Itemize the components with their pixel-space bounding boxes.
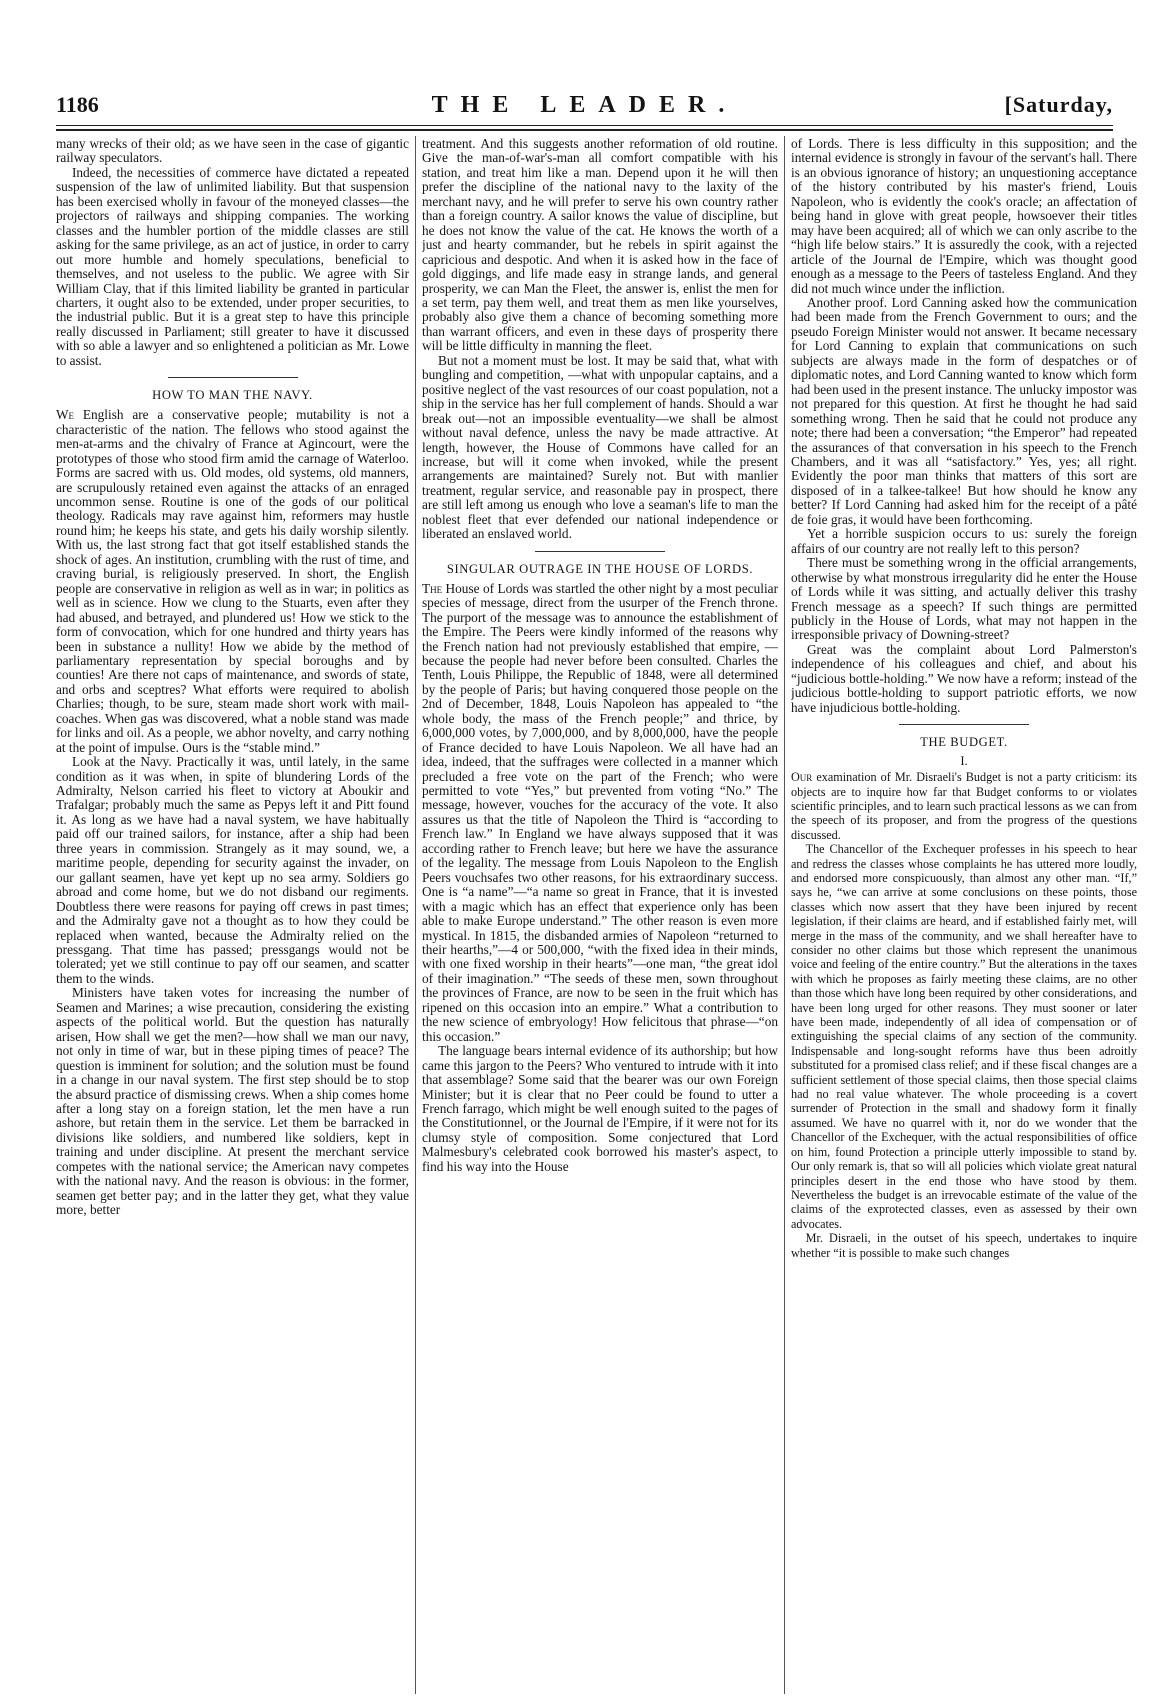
- lead-word: The: [422, 580, 443, 596]
- col3-paragraph-2: Another proof. Lord Canning asked how the communication had been made from the French Government to ours; and the pseudo Foreign Minister would not answer. It became necessary for Lord Canning to explain that communications on such subjects are always made in the form of despatches or of diplomatic notes, and Lord Canning wanted to know which form had been used in the present instance. The unlucky impostor was not prepared for this question. At first he thought he had said something wrong. Then he said that he could not produce any note; there had been a conversation; “the Emperor” had repeated the assurances of that conversation in his speech to the French Chambers, and it was all “satisfactory.” Yes, yes; all right. Evidently the poor man thinks that matters of this sort are disposed of in a talkee-talkee! But how should he know any better? If Lord Canning had asked him for the receipt of a pâté de foie gras, it would have been forthcoming.: [791, 294, 1137, 527]
- section-divider: [168, 377, 298, 378]
- article-heading-navy: HOW TO MAN THE NAVY.: [152, 388, 313, 403]
- col3-paragraph-8: Mr. Disraeli, in the outset of his speech, undertakes to inquire whether “it is possible to make such changes: [791, 1231, 1137, 1260]
- col3-paragraph-7: The Chancellor of the Exchequer professes in his speech to hear and redress the classes whose complaints he has uttered more loudly, and endorsed more conspicuously, than almost any other man. “If,” says he, “we can arrive at some conclusions on these points, those classes which now assert that they have been injured by recent legislation, if their claims are heard, and if established fairly met, will merge in the mass of the community, and we shall hereafter have to consider no other claims but those which represent the unanimous voice and feeling of the entire country.” But the alterations in the taxes with which he proposes as fairly meeting these claims, are no other than those which have long been required by other considerations, and have been long urged for other reasons. They must sooner or later have been made, independently of all idea of compensation or of extinguishing the special claims of any section of the community. Indispensable and long-sought reforms have thus been adroitly substituted for a promised class relief; and if these fiscal changes are a sufficient settlement of those special claims, then those special claims had no real value whatever. The whole proceeding is a covert surrender of Protection in the small and shadowy form it finally assumed. We have no quarrel with it, nor do we wonder that the Chancellor of the Exchequer, with the actual responsibilities of office on him, found Protection a principle utterly impossible to stand by. Our only remark is, that so will all policies which violate great natural principles desert in the end those who have stood by them. Nevertheless the budget is an irrevocable estimate of the value of the claims of the exprotected classes, even as assessed by their own advocates.: [791, 842, 1137, 1231]
- column-divider-2: [784, 136, 785, 1694]
- masthead-rule-top: [56, 125, 1113, 126]
- section-divider: [899, 724, 1029, 725]
- col3-paragraph-5: Great was the complaint about Lord Palmerston's independence of his colleagues and chief, and about his “judicious bottle-holding.” We now have a reform; instead of the judicious bottle-holding to support patriotic efforts, we now have injudicious bottle-holding.: [791, 641, 1137, 715]
- col1-paragraph-4: Look at the Navy. Practically it was, until lately, in the same condition as it was when, in spite of blundering Lords of the Admiralty, Nelson carried his fleet to victory at Aboukir and Trafalgar; probably much the same as Pepys left it and Pitt found it. As long as we have had a naval system, we have habitually paid off our trained sailors, for instance, after a ship had been three years in commission. Strangely as it may sound, we, a maritime people, depending for security against the invader, on our gallant seamen, have yet kept up no sea army. Soldiers go abroad and come home, but we do not disband our regiments. Doubtless there were reasons for paying off crews in past times; and the Admiralty gave not a thought as to how they could be replaced when wanted, because the Admiralty relied on the pressgang. That time has passed; pressgangs would not be tolerated; yet we still continue to pay off our seamen, and scatter them to the winds.: [56, 754, 409, 986]
- page-number: 1186: [56, 92, 99, 117]
- col2-paragraph-1: treatment. And this suggests another reformation of old routine. Give the man-of-war's-man all comfort compatible with his station, and treat him like a man. Depend upon it he will then prefer the discipline of the national navy to the laxity of the merchant navy, and he will prefer to serve his own country rather than a foreign country. A sailor knows the value of discipline, but he does not know the value of the cat. He knows the worth of a just and hearty commander, but he rebels in spirit against the capricious and despotic. And when it is asked how in the face of gold diggings, and life made easy in strange lands, and general prosperity, we can Man the Fleet, the answer is, enlist the men for a set term, pay them well, and treat them as men like yourselves, probably also give them a chance of becoming something more than warrant officers, and even in these days of prosperity there will be little difficulty in manning the fleet.: [422, 137, 778, 354]
- col1-paragraph-3: [56, 408, 409, 755]
- col3-paragraph-1: of Lords. There is less difficulty in this supposition; and the internal evidence is strongly in favour of the servant's hall. There is an obvious ignorance of history; an unquestioning acceptance of the history contributed by his master's friend, Louis Napoleon, who is evidently the cook's oracle; an affectation of being hand in glove with great people, howsoever their titles may have been acquired; all of which we can only ascribe to the “high life below stairs.” It is assuredly the cook, with a rejected article of the Journal de l'Empire, which was thought good enough as a message to the Peers of tasteless England. And they did not much wince under the infliction.: [791, 137, 1137, 296]
- col3-paragraph-6-text: examination of Mr. Disraeli's Budget is not a party criticism: its objects are to inquire how far that Budget conforms to or violates scientific principles, and to learn such practical lessons as we can from the speech of its proposer, and from the progress of the questions discussed.: [791, 770, 1137, 842]
- issue-day: [Saturday,: [1004, 92, 1113, 117]
- col3-paragraph-6: [791, 770, 1137, 842]
- col3-paragraph-4: There must be something wrong in the official arrangements, otherwise by what monstrous irregularity did he enter the House of Lords while it was sitting, and actually deliver this trashy French message as a speech? If such things are permitted publicly in the House of Lords, what may not happen in the irresponsible privacy of Downing-street?: [791, 555, 1137, 643]
- col2-paragraph-4: The language bears internal evidence of its authorship; but how came this jargon to the Peers? Who ventured to intrude with it into that assemblage? Some said that the bearer was our own Foreign Minister; but it is clear that no Peer could be found to utter a French farrago, which might be well enough suited to the pages of the Constitutionnel, or the Journal de l'Empire, if it were not for its clumsy style of composition. Some conjectured that Lord Malmesbury's celebrated cook borrowed his master's aspect, to find his way into the House: [422, 1043, 778, 1174]
- lead-word: Our: [791, 770, 813, 785]
- masthead: [56, 92, 1113, 126]
- column-divider-1: [415, 136, 416, 1694]
- section-numeral: I.: [960, 754, 968, 769]
- column-3: [791, 137, 1137, 1693]
- section-divider: [535, 551, 665, 552]
- col3-paragraph-3: Yet a horrible suspicion occurs to us: surely the foreign affairs of our country are not really left to this person?: [791, 526, 1137, 556]
- column-2: [422, 137, 778, 1693]
- lead-word: We: [56, 407, 75, 423]
- col2-paragraph-2: But not a moment must be lost. It may be said that, what with bungling and competition, —what with unpopular captains, and a positive neglect of the vast resources of our coast population, not a ship in the service has her full complement of hands. Should a war break out—not an impossible eventuality—we shall be almost without naval defence, unless the navy be made attractive. At length, however, the House of Commons have called for an increase, but will it come when invoked, while the present arrangements are maintained? Surely not. But with manlier treatment, regular service, and reasonable pay in prospect, there are still left among us enough who love a seaman's life to man the noblest fleet that ever defended our national independence or liberated an enslaved world.: [422, 352, 778, 542]
- col1-paragraph-3-text: English are a conservative people; mutability is not a characteristic of the nation. The fellows who stood against the men-at-arms and the chivalry of France at Agincourt, were the prototypes of those who stood firm amid the carnage of Waterloo. Forms are sacred with us. Old modes, old systems, old manners, are scrupulously retained even against the attacks of an enraged uncommon sense. Routine is one of the gods of our political theology. Radicals may rave against him, reformers may hustle round him; he keeps his state, and gets his daily worship silently. With us, the last strong fact that got itself established stands the shock of ages. An institution, crumbling with the rust of time, and craving burial, is religiously preserved. In short, the English people are conservative in religion as well as in war; in politics as well as in science. How we clung to the Stuarts, even after they had abused, and betrayed, and plundered us! How we stick to the form of convocation, which for one hundred and thirty years has been in substance a nullity! How we abide by the method of parliamentary representation by special boroughs and by counties! Are there not caps of maintenance, and swords of state, and orbs and sceptres? What efforts were required to abolish Charlies; though, to be sure, steam made short work with mail-coaches. When gas was discovered, what a noble stand was made for links and oil. As a people, we abhor novelty, and carry nothing at the point of impulse. Ours is the “stable mind.”: [56, 407, 409, 755]
- article-heading-lords: SINGULAR OUTRAGE IN THE HOUSE OF LORDS.: [446, 561, 754, 576]
- col2-paragraph-3-text: House of Lords was startled the other night by a most peculiar species of message, direct from the usurper of the French throne. The purport of the message was to announce the establishment of the Empire. The Peers were kindly informed of the reasons why the French nation had not previously established that empire, —because the people had never before been consulted. Charles the Tenth, Louis Philippe, the Republic of 1848, were all determined by the people of Paris; but having conquered those people on the 2nd of December, 1848, Louis Napoleon has appealed to “the whole body, the mass of the French people;” and thrice, by 6,000,000 votes, by 7,000,000, and by 8,000,000, have the people of France decided to have Louis Napoleon. We all have had an idea, indeed, that the suffrages were collected in a manner which precluded a free vote on the part of the French; who were permitted to vote “Yes,” but prevented from voting “No.” The message, however, vouches for the accuracy of the vote. It also assures us that the title of Napoleon the Third is “according to French law.” In England we have always supposed that it was according rather to French leave; but here we have the assurance of the legality. The message from Louis Napoleon to the English Peers vouchsafes two other reasons, for his extraordinary success. One is “a name”—“a name so great in France, that it is invested with a magic which has an effect that experience only has been able to make Europe understand.” The other reason is even more mystical. In 1815, the disbanded armies of Napoleon “returned to their hearths,”—4 or 500,000, “with the fixed idea in their minds, with one fixed worship in their hearts”—one man, “the great idol of their imagination.” “The seeds of these men, sown throughout the provinces of France, are now to be seen in the fruit which has ripened on this occasion into an empire.” What a contribution to the new science of embryology! How felicitous that phrase—“on this occasion.”: [422, 580, 778, 1044]
- col2-paragraph-3: [422, 582, 778, 1045]
- col1-paragraph-1: many wrecks of their old; as we have seen in the case of gigantic railway speculators.: [56, 137, 409, 166]
- newspaper-title: THE LEADER.: [431, 92, 738, 118]
- article-heading-budget: THE BUDGET.: [920, 735, 1008, 750]
- column-1: [56, 137, 409, 1693]
- col1-paragraph-2: Indeed, the necessities of commerce have dictated a repeated suspension of the law of unlimited liability. But that suspension has been exercised wholly in favour of the moneyed classes—the projectors of railways and shipping companies. The working classes and the humbler portion of the middle classes are still asking for the same privilege, as an act of justice, in order to carry out more humble and homely speculations, beneficial to themselves, and not useless to the public. We agree with Sir William Clay, that if this limited liability be granted in particular charters, it ought also to be extended, under proper securities, to the industrial public. But it is a great step to have this principle really discussed in Parliament; still greater to have it discussed with so able a lawyer and so enlightened a politician as Mr. Lowe to assist.: [56, 164, 409, 368]
- col1-paragraph-5: Ministers have taken votes for increasing the number of Seamen and Marines; a wise precaution, considering the existing aspects of the political world. But the question has naturally arisen, How shall we get the men?—how shall we man our navy, not only in time of war, but in these piping times of peace? The question is imminent for solution; and the solution must be found in a change in our naval system. The first step should be to stop the absurd practice of dismissing crews. When a ship comes home after a long stay on a foreign station, let the men have a run ashore, but retain them in the service. Let them be barracked in divisions like soldiers, and numbered like soldiers, kept in training and under discipline. At present the merchant service competes with the national service; the American navy competes with the national navy. And the reason is obvious: in the former, seamen get better pay; and in the latter they get, what they value more, better: [56, 985, 409, 1218]
- masthead-rule-bottom: [56, 129, 1113, 131]
